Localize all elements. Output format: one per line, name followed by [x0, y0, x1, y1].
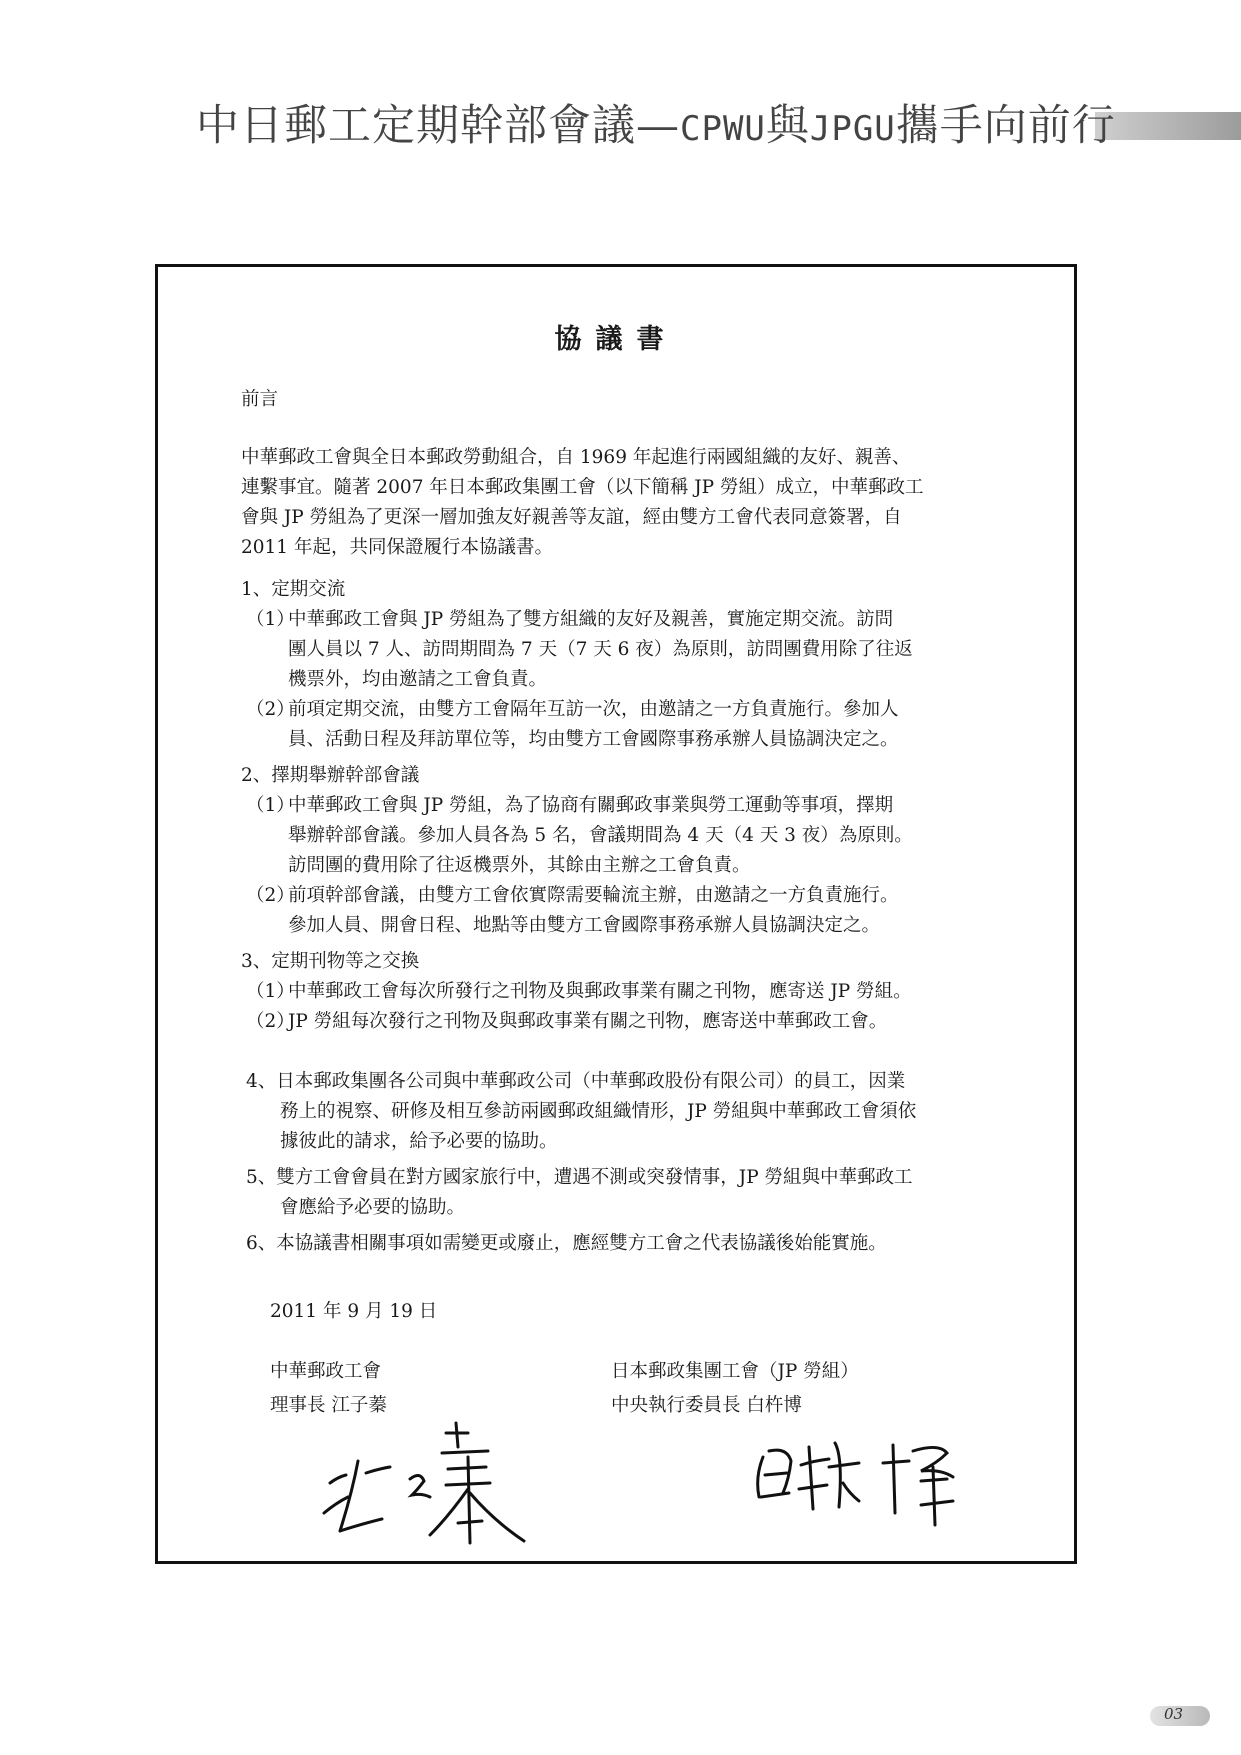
item-line: 中華郵政工會與 JP 勞組，為了協商有關郵政事業與勞工運動等事項，擇期	[288, 795, 894, 816]
section-1-item-2	[246, 695, 1036, 755]
section-2-item-1	[246, 791, 1036, 881]
item-line: 前項定期交流，由雙方工會隔年互訪一次，由邀請之一方負責施行。參加人	[288, 699, 899, 720]
section-2-item-2	[246, 881, 1036, 941]
preface-label: 前言	[241, 389, 279, 410]
preface-line: 2011 年起，共同保證履行本協議書。	[241, 537, 553, 558]
item-line: 參加人員、開會日程、地點等由雙方工會國際事務承辦人員協調決定之。	[288, 915, 881, 936]
right-signatory-name: 中央執行委員長 白杵博	[611, 1395, 802, 1416]
item-number: （2）	[246, 699, 295, 720]
item-number: （1）	[246, 981, 295, 1002]
preface-paragraph	[241, 443, 1021, 563]
section-2-heading: 2、擇期舉辦幹部會議	[241, 765, 420, 786]
item-line: 訪問團的費用除了往返機票外，其餘由主辦之工會負責。	[288, 855, 751, 876]
section-1-item-1	[246, 605, 1036, 695]
header-title-cpwu: CPWU	[680, 109, 766, 149]
section-5	[246, 1163, 1036, 1223]
header-title-suffix: 攜手向前行	[895, 101, 1116, 151]
preface-line: 會與 JP 勞組為了更深一層加強友好親善等友誼，經由雙方工會代表同意簽署，自	[241, 507, 902, 528]
item-number: （1）	[246, 795, 295, 816]
section-3-item-2	[246, 1007, 1036, 1037]
document-title: 協議書	[554, 324, 678, 355]
item-line: 中華郵政工會與 JP 勞組為了雙方組織的友好及親善，實施定期交流。訪問	[288, 609, 894, 630]
section-4-line: 據彼此的請求，給予必要的協助。	[280, 1131, 558, 1152]
item-line: 員、活動日程及拜訪單位等，均由雙方工會國際事務承辦人員協調決定之。	[288, 729, 899, 750]
item-line: 舉辦幹部會議。參加人員各為 5 名，會議期間為 4 天（4 天 3 夜）為原則。	[288, 825, 913, 846]
section-5-line: 會應給予必要的協助。	[280, 1197, 466, 1218]
item-line: 團人員以 7 人、訪問期間為 7 天（7 天 6 夜）為原則，訪問團費用除了往返	[288, 639, 913, 660]
section-4-line: 4、日本郵政集團各公司與中華郵政公司（中華郵政股份有限公司）的員工，因業	[246, 1071, 906, 1092]
item-line: 機票外，均由邀請之工會負責。	[288, 669, 548, 690]
item-line: 前項幹部會議，由雙方工會依實際需要輪流主辦，由邀請之一方負責施行。	[288, 885, 899, 906]
section-3-heading: 3、定期刊物等之交換	[241, 951, 420, 972]
right-signature-image	[743, 1417, 983, 1537]
item-line: 中華郵政工會每次所發行之刊物及與郵政事業有關之刊物，應寄送 JP 勞組。	[288, 981, 912, 1002]
section-4-line: 務上的視察、研修及相互參訪兩國郵政組織情形，JP 勞組與中華郵政工會須依	[280, 1101, 917, 1122]
right-signatory-org: 日本郵政集團工會（JP 勞組）	[611, 1361, 859, 1382]
section-6: 6、本協議書相關事項如需變更或廢止，應經雙方工會之代表協議後始能實施。	[246, 1233, 887, 1254]
item-number: （1）	[246, 609, 295, 630]
item-number: （2）	[246, 1011, 295, 1032]
item-number: （2）	[246, 885, 295, 906]
header-title-mid: 與	[765, 101, 810, 151]
left-signatory-org: 中華郵政工會	[270, 1361, 382, 1382]
page-header-title	[196, 92, 1126, 153]
agreement-date: 2011 年 9 月 19 日	[270, 1301, 438, 1322]
header-title-jpgu: JPGU	[809, 109, 896, 149]
header-title-prefix: 中日郵工定期幹部會議—	[196, 101, 680, 151]
section-1-heading: 1、定期交流	[241, 579, 346, 600]
preface-line: 中華郵政工會與全日本郵政勞動組合，自 1969 年起進行兩國組織的友好、親善、	[241, 447, 911, 468]
left-signature-image	[318, 1413, 548, 1553]
item-line: JP 勞組每次發行之刊物及與郵政事業有關之刊物，應寄送中華郵政工會。	[288, 1011, 888, 1032]
agreement-document	[155, 264, 1077, 1564]
right-signatory	[611, 1355, 859, 1423]
section-5-line: 5、雙方工會會員在對方國家旅行中，遭遇不測或突發情事，JP 勞組與中華郵政工	[246, 1167, 913, 1188]
section-3-item-1	[246, 977, 1036, 1007]
section-4	[246, 1067, 1036, 1157]
left-signatory-name: 理事長 江子蓁	[270, 1395, 387, 1416]
page-number: 03	[1164, 1705, 1184, 1723]
preface-line: 連繫事宜。隨著 2007 年日本郵政集團工會（以下簡稱 JP 勞組）成立，中華郵政工	[241, 477, 924, 498]
